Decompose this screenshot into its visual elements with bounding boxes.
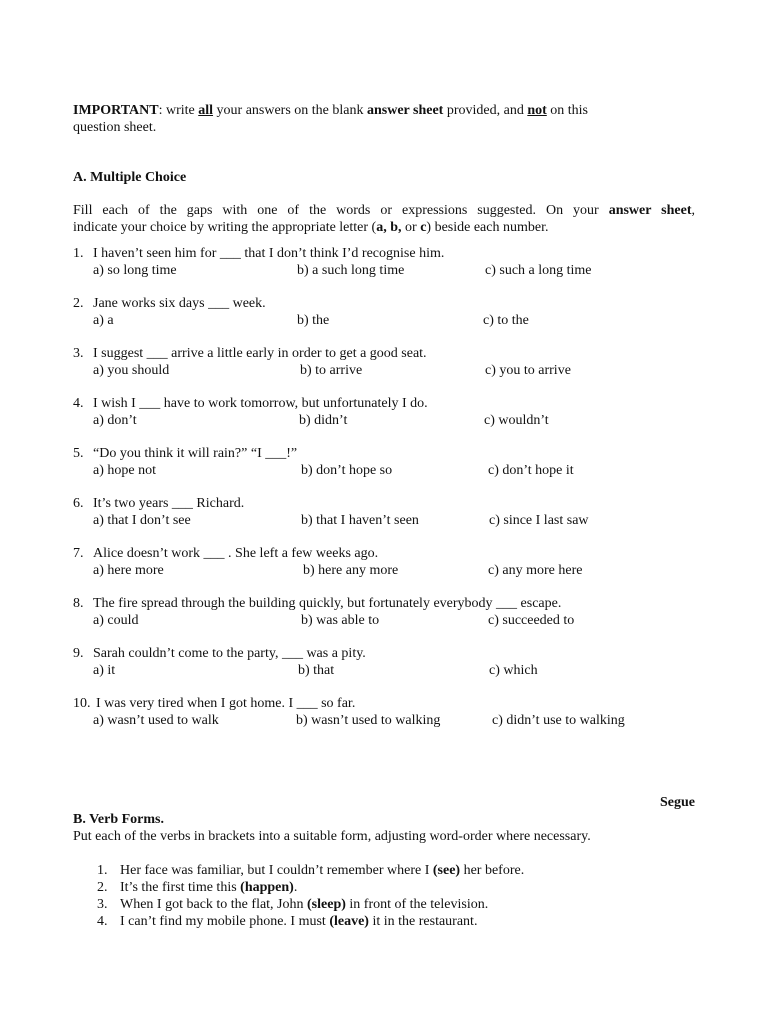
option-a: a) could xyxy=(93,613,139,628)
option-b: b) a such long time xyxy=(297,263,405,278)
segue-row xyxy=(73,794,695,811)
question-5: 5. “Do you think it will rain?” “I ___!” a) hope not b) don’t hope so c) don’t hope it xyxy=(73,446,574,478)
option-a: a) so long time xyxy=(93,263,177,278)
section-b-title: B. Verb Forms. xyxy=(73,812,164,827)
option-c: c) any more here xyxy=(488,563,583,578)
section-a-instructions-line2: indicate your choice by writing the appropriate letter (a, b, or c) beside each number. xyxy=(73,220,549,235)
section-a-title: A. Multiple Choice xyxy=(73,170,187,185)
option-c: c) didn’t use to walking xyxy=(492,713,625,728)
question-7: 7. Alice doesn’t work ___ . She left a few weeks ago. a) here more b) here any more c) any more here xyxy=(73,546,583,578)
question-stem: The fire spread through the building quickly, but fortunately everybody ___ escape. xyxy=(93,596,562,611)
option-a: a) wasn’t used to walk xyxy=(93,713,219,728)
option-b: b) didn’t xyxy=(299,413,348,428)
segue-label: Segue xyxy=(660,795,695,810)
option-c: c) you to arrive xyxy=(485,363,571,378)
option-a: a) hope not xyxy=(93,463,156,478)
section-b-instructions: Put each of the verbs in brackets into a suitable form, adjusting word-order where necessary. xyxy=(73,829,591,844)
option-b: b) that xyxy=(298,663,335,678)
option-a: a) it xyxy=(93,663,116,678)
question-1: 1. I haven’t seen him for ___ that I don’t think I’d recognise him. a) so long time b) a such long time c) such a long time xyxy=(73,246,592,278)
option-b: b) to arrive xyxy=(300,363,363,378)
question-stem: I wish I ___ have to work tomorrow, but unfortunately I do. xyxy=(93,396,428,411)
verb-item-3: 3. When I got back to the flat, John (sleep) in front of the television. xyxy=(97,897,489,912)
question-10: 10. I was very tired when I got home. I ___ so far. a) wasn’t used to walk b) wasn’t used to walking c) didn’t use to walking xyxy=(73,696,625,728)
question-9: 9. Sarah couldn’t come to the party, ___ was a pity. a) it b) that c) which xyxy=(73,646,538,678)
option-b: b) that I haven’t seen xyxy=(301,513,419,528)
question-list xyxy=(73,245,695,729)
option-a: a) here more xyxy=(93,563,164,578)
question-stem: I haven’t seen him for ___ that I don’t think I’d recognise him. xyxy=(93,246,445,261)
option-c: c) since I last saw xyxy=(489,513,589,528)
important-notice: IMPORTANT: write all your answers on the blank answer sheet provided, and not on this xyxy=(73,103,589,118)
question-6: 6. It’s two years ___ Richard. a) that I don’t see b) that I haven’t seen c) since I last saw xyxy=(73,496,589,528)
option-a: a) that I don’t see xyxy=(93,513,191,528)
option-c: c) succeeded to xyxy=(488,613,575,628)
section-a-instructions-line1: Fill each of the gaps with one of the words or expressions suggested. On your answer sheet, xyxy=(73,203,696,218)
option-b: b) wasn’t used to walking xyxy=(296,713,441,728)
question-stem: Jane works six days ___ week. xyxy=(93,296,266,311)
option-a: a) don’t xyxy=(93,413,137,428)
question-2: 2. Jane works six days ___ week. a) a b) the c) to the xyxy=(73,296,529,328)
option-b: b) here any more xyxy=(303,563,399,578)
option-b: b) was able to xyxy=(301,613,380,628)
important-label: IMPORTANT xyxy=(73,103,159,118)
verb-item-1: 1. Her face was familiar, but I couldn’t remember where I (see) her before. xyxy=(97,863,525,878)
option-b: b) don’t hope so xyxy=(301,463,393,478)
option-b: b) the xyxy=(297,313,330,328)
question-stem: “Do you think it will rain?” “I ___!” xyxy=(93,446,298,461)
question-4: 4. I wish I ___ have to work tomorrow, but unfortunately I do. a) don’t b) didn’t c) wouldn’t xyxy=(73,396,549,428)
option-c: c) which xyxy=(489,663,538,678)
question-stem: Sarah couldn’t come to the party, ___ was a pity. xyxy=(93,646,366,661)
question-8: 8. The fire spread through the building quickly, but fortunately everybody ___ escape. a) could b) was able to c) succeeded to xyxy=(73,596,575,628)
option-a: a) a xyxy=(93,313,114,328)
verb-item-2: 2. It’s the first time this (happen). xyxy=(97,880,298,895)
option-a: a) you should xyxy=(93,363,170,378)
option-c: c) don’t hope it xyxy=(488,463,574,478)
question-stem: It’s two years ___ Richard. xyxy=(93,496,245,511)
option-c: c) to the xyxy=(483,313,529,328)
important-notice-line2: question sheet. xyxy=(73,120,157,135)
question-sheet xyxy=(73,102,695,930)
question-stem: Alice doesn’t work ___ . She left a few weeks ago. xyxy=(93,546,379,561)
verb-item-4: 4. I can’t find my mobile phone. I must (leave) it in the restaurant. xyxy=(97,914,478,929)
question-3: 3. I suggest ___ arrive a little early in order to get a good seat. a) you should b) to arrive c) you to arrive xyxy=(73,346,571,378)
verb-list xyxy=(73,862,695,930)
option-c: c) such a long time xyxy=(485,263,592,278)
option-c: c) wouldn’t xyxy=(484,413,549,428)
question-stem: I suggest ___ arrive a little early in order to get a good seat. xyxy=(93,346,427,361)
question-stem: I was very tired when I got home. I ___ so far. xyxy=(96,696,356,711)
